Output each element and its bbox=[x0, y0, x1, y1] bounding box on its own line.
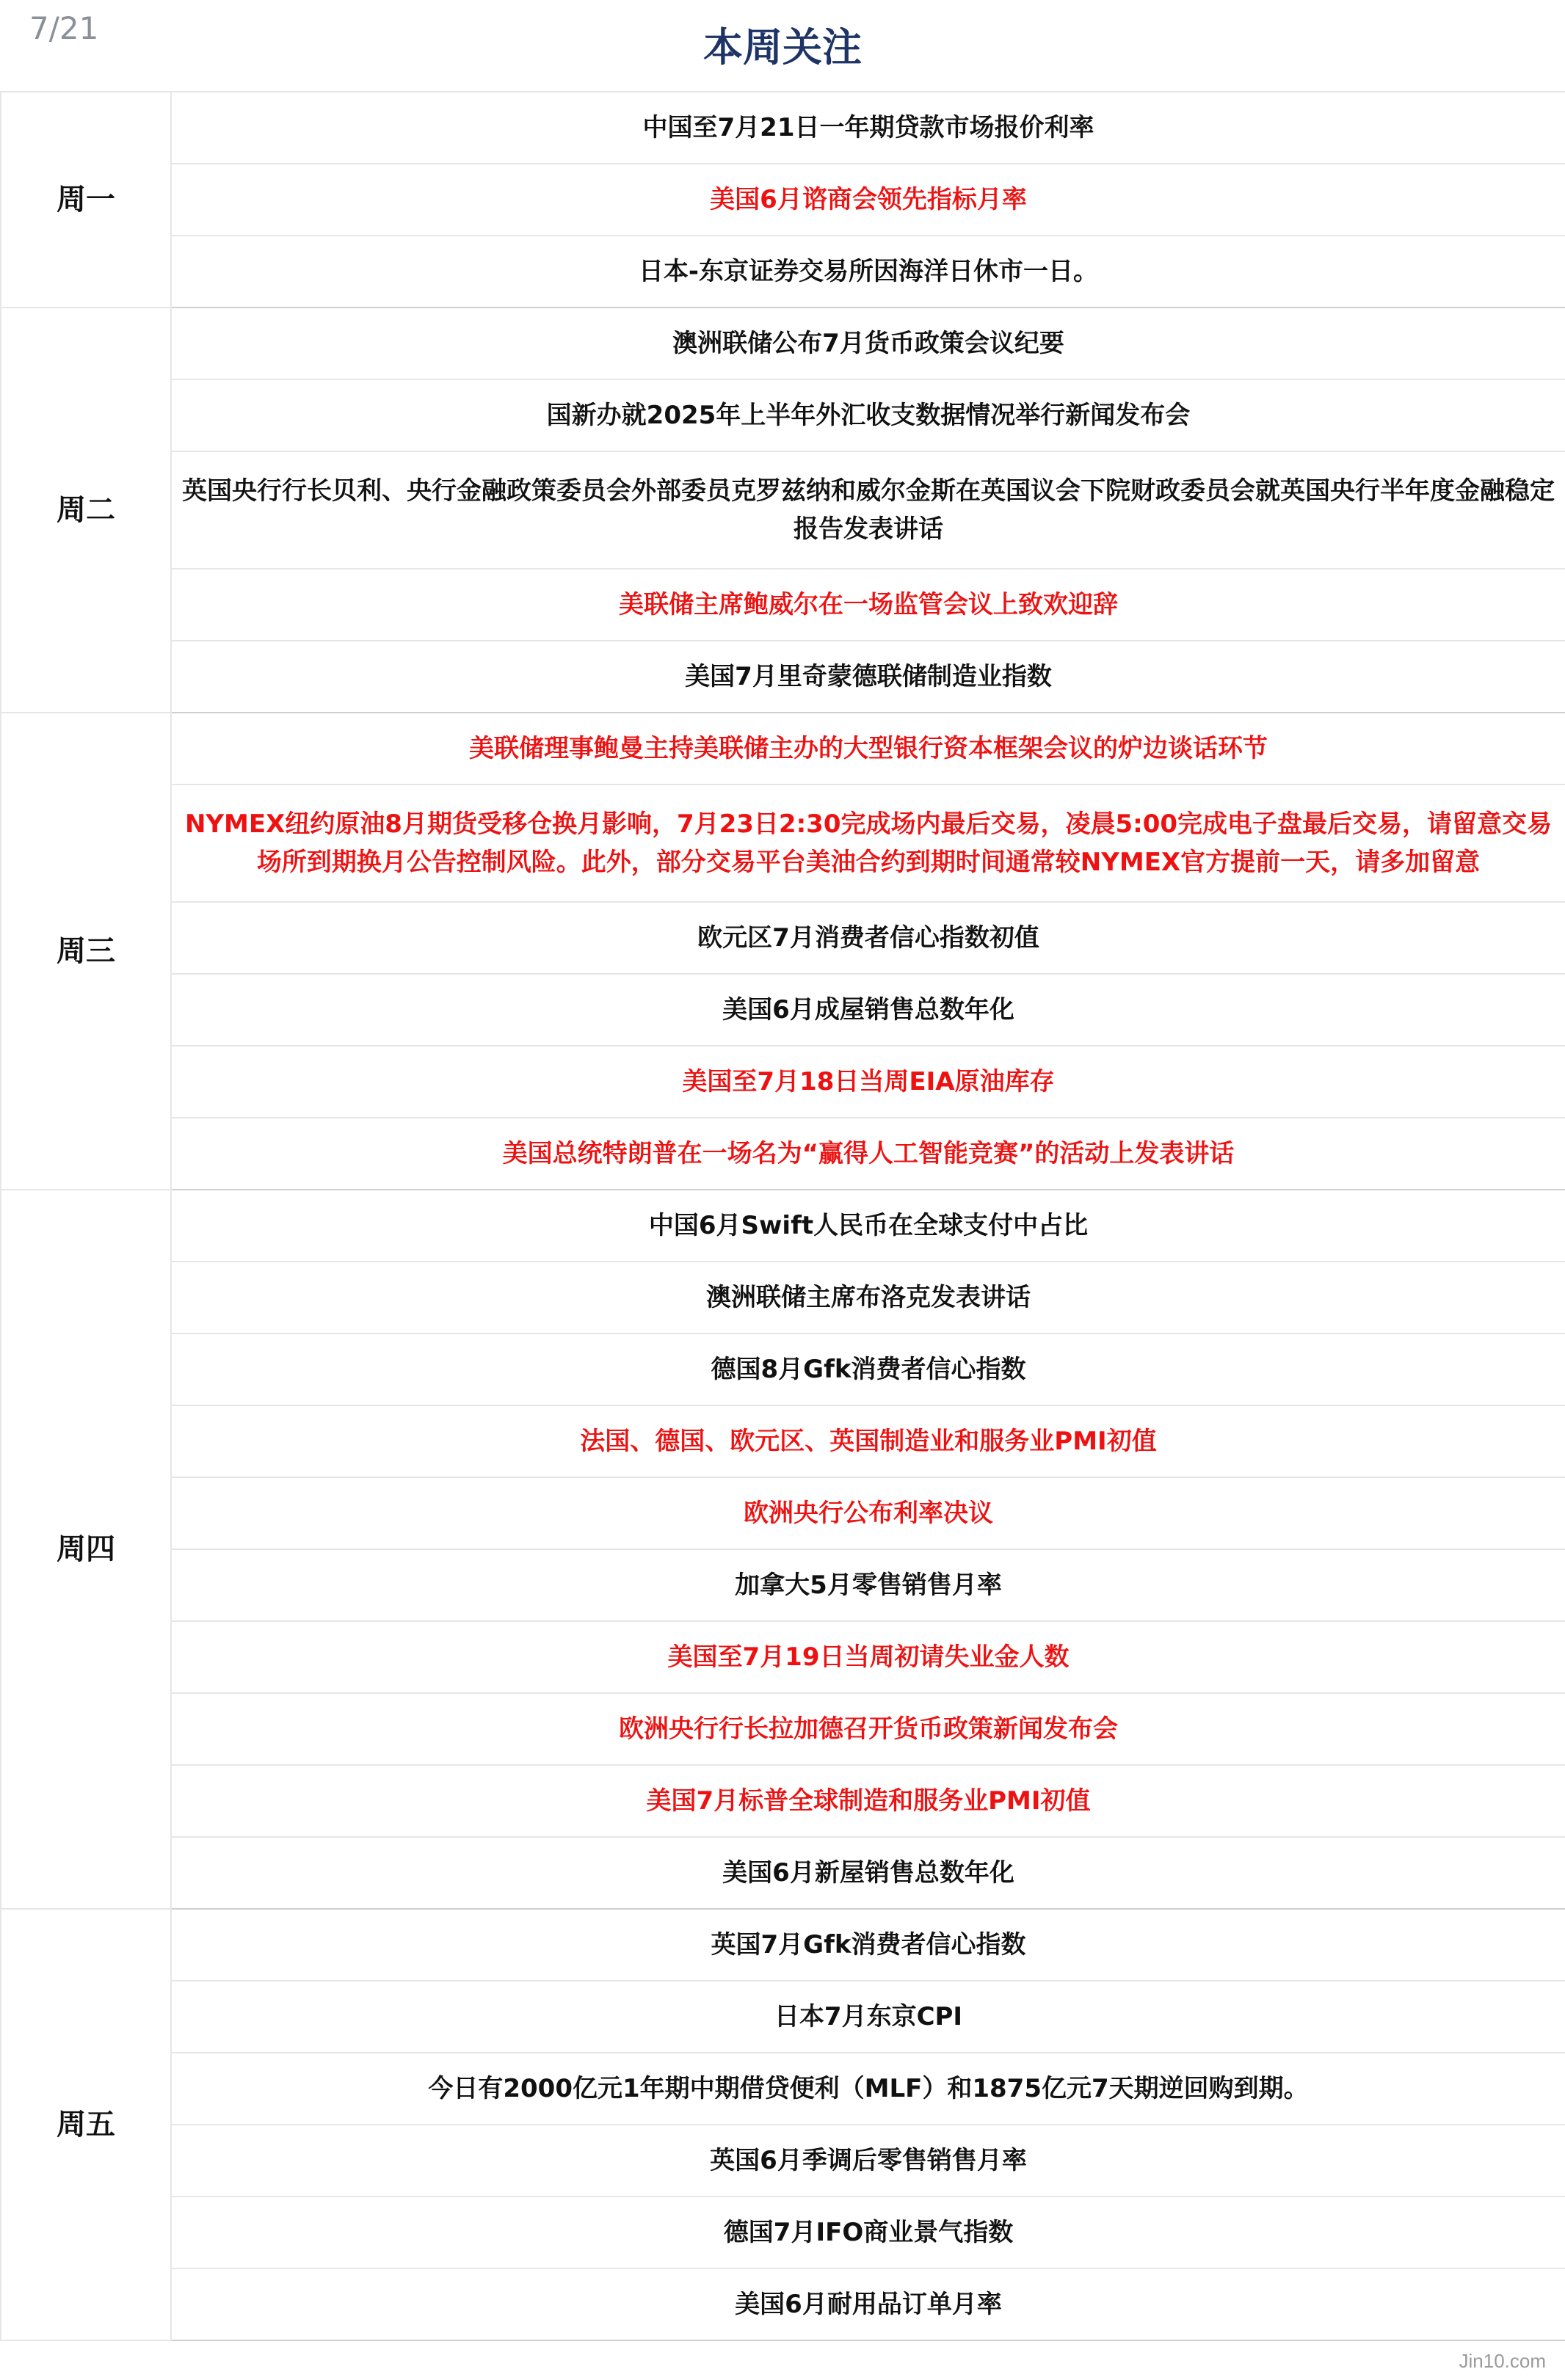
schedule-row bbox=[1, 164, 1565, 236]
schedule-row bbox=[1, 1333, 1565, 1405]
event-item-highlighted: NYMEX纽约原油8月期货受移仓换月影响，7月23日2:30完成场内最后交易，凌晨5:00完成电子盘最后交易，请留意交易场所到期换月公告控制风险。此外，部分交易平台美油合约到期时间通常较NYMEX官方提前一天，请多加留意 bbox=[171, 785, 1565, 902]
schedule-row bbox=[1, 974, 1565, 1046]
event-item-highlighted: 美国至7月18日当周EIA原油库存 bbox=[171, 1046, 1565, 1118]
schedule-row bbox=[1, 1909, 1565, 1981]
schedule-row bbox=[1, 1549, 1565, 1621]
schedule-row bbox=[1, 1405, 1565, 1477]
event-item: 美国6月新屋销售总数年化 bbox=[171, 1837, 1565, 1909]
event-item: 中国6月Swift人民币在全球支付中占比 bbox=[171, 1190, 1565, 1262]
event-item: 中国至7月21日一年期贷款市场报价利率 bbox=[171, 92, 1565, 164]
date-label: 7/21 bbox=[29, 10, 99, 46]
schedule-row bbox=[1, 92, 1565, 164]
schedule-row bbox=[1, 1981, 1565, 2053]
schedule-body bbox=[1, 92, 1565, 2340]
day-label-friday: 周五 bbox=[1, 1909, 171, 2340]
event-item: 澳洲联储主席布洛克发表讲话 bbox=[171, 1262, 1565, 1333]
event-item: 德国7月IFO商业景气指数 bbox=[171, 2197, 1565, 2268]
schedule-row bbox=[1, 1621, 1565, 1693]
event-item: 英国央行行长贝利、央行金融政策委员会外部委员克罗兹纳和威尔金斯在英国议会下院财政委员会就英国央行半年度金融稳定报告发表讲话 bbox=[171, 451, 1565, 569]
event-item: 国新办就2025年上半年外汇收支数据情况举行新闻发布会 bbox=[171, 379, 1565, 451]
event-item: 美国6月成屋销售总数年化 bbox=[171, 974, 1565, 1046]
schedule-row bbox=[1, 2125, 1565, 2197]
schedule-row bbox=[1, 713, 1565, 785]
event-item: 今日有2000亿元1年期中期借贷便利（MLF）和1875亿元7天期逆回购到期。 bbox=[171, 2053, 1565, 2125]
schedule-row bbox=[1, 307, 1565, 379]
page-title: 本周关注 bbox=[703, 24, 862, 70]
event-item-highlighted: 美国6月谘商会领先指标月率 bbox=[171, 164, 1565, 236]
day-label-thursday: 周四 bbox=[1, 1190, 171, 1909]
event-item: 美国7月里奇蒙德联储制造业指数 bbox=[171, 641, 1565, 713]
schedule-row bbox=[1, 641, 1565, 713]
day-label-tuesday: 周二 bbox=[1, 307, 171, 713]
schedule-row bbox=[1, 1046, 1565, 1118]
event-item: 欧元区7月消费者信心指数初值 bbox=[171, 902, 1565, 974]
event-item: 澳洲联储公布7月货币政策会议纪要 bbox=[171, 307, 1565, 379]
event-item: 日本-东京证券交易所因海洋日休市一日。 bbox=[171, 236, 1565, 307]
schedule-row bbox=[1, 379, 1565, 451]
event-item-highlighted: 欧洲央行行长拉加德召开货币政策新闻发布会 bbox=[171, 1693, 1565, 1765]
event-item: 加拿大5月零售销售月率 bbox=[171, 1549, 1565, 1621]
schedule-row bbox=[1, 1837, 1565, 1909]
event-item: 德国8月Gfk消费者信心指数 bbox=[171, 1333, 1565, 1405]
schedule-row bbox=[1, 1190, 1565, 1262]
event-item-highlighted: 美国总统特朗普在一场名为“赢得人工智能竞赛”的活动上发表讲话 bbox=[171, 1118, 1565, 1190]
event-item: 英国7月Gfk消费者信心指数 bbox=[171, 1909, 1565, 1981]
schedule-row bbox=[1, 2197, 1565, 2268]
event-item-highlighted: 美国至7月19日当周初请失业金人数 bbox=[171, 1621, 1565, 1693]
event-item: 美国6月耐用品订单月率 bbox=[171, 2268, 1565, 2340]
schedule-row bbox=[1, 1477, 1565, 1549]
weekly-schedule-table bbox=[0, 91, 1565, 2341]
event-item-highlighted: 欧洲央行公布利率决议 bbox=[171, 1477, 1565, 1549]
event-item-highlighted: 法国、德国、欧元区、英国制造业和服务业PMI初值 bbox=[171, 1405, 1565, 1477]
event-item: 英国6月季调后零售销售月率 bbox=[171, 2125, 1565, 2197]
schedule-row bbox=[1, 1262, 1565, 1333]
schedule-row bbox=[1, 2268, 1565, 2340]
schedule-row bbox=[1, 902, 1565, 974]
day-label-monday: 周一 bbox=[1, 92, 171, 307]
schedule-row bbox=[1, 236, 1565, 307]
schedule-row bbox=[1, 1693, 1565, 1765]
page-header bbox=[0, 0, 1565, 91]
event-item: 日本7月东京CPI bbox=[171, 1981, 1565, 2053]
event-item-highlighted: 美联储主席鲍威尔在一场监管会议上致欢迎辞 bbox=[171, 569, 1565, 641]
schedule-row bbox=[1, 2053, 1565, 2125]
watermark: Jin10.com bbox=[1459, 2350, 1546, 2372]
event-item-highlighted: 美国7月标普全球制造和服务业PMI初值 bbox=[171, 1765, 1565, 1837]
event-item-highlighted: 美联储理事鲍曼主持美联储主办的大型银行资本框架会议的炉边谈话环节 bbox=[171, 713, 1565, 785]
schedule-row bbox=[1, 451, 1565, 569]
schedule-row bbox=[1, 1118, 1565, 1190]
day-label-wednesday: 周三 bbox=[1, 713, 171, 1190]
schedule-row bbox=[1, 785, 1565, 902]
schedule-row bbox=[1, 569, 1565, 641]
schedule-row bbox=[1, 1765, 1565, 1837]
